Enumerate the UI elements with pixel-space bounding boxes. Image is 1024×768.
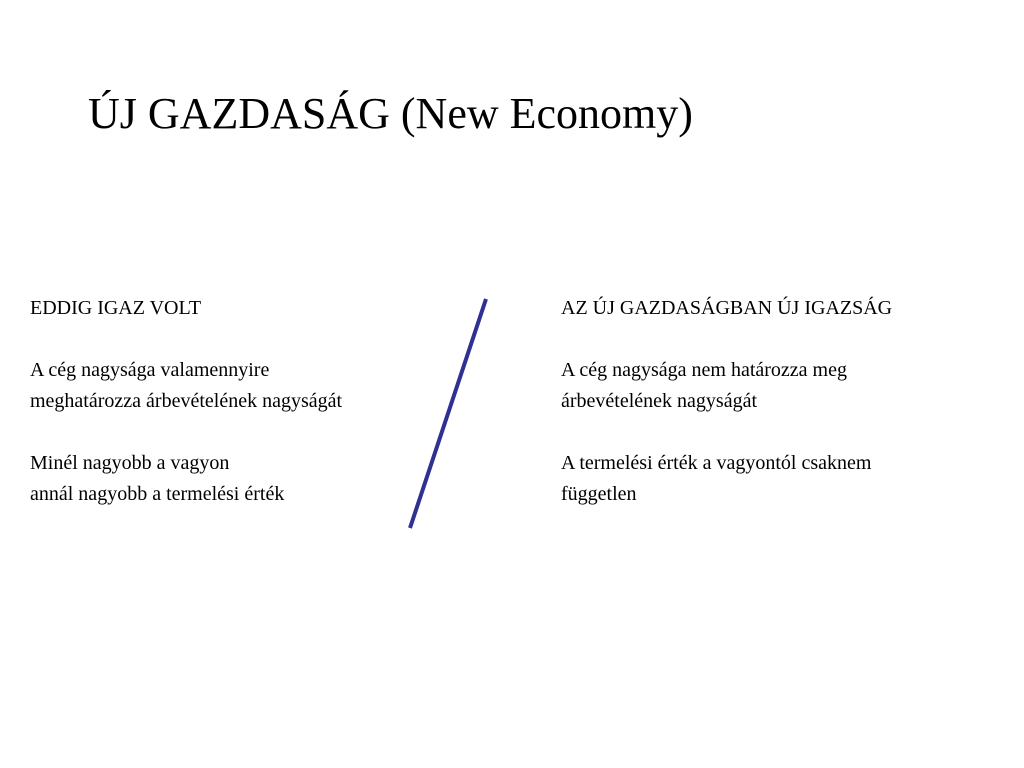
slide-title: ÚJ GAZDASÁG (New Economy) — [88, 89, 693, 138]
left-point-1-line-2: meghatározza árbevételének nagyságát — [30, 390, 343, 412]
left-heading: EDDIG IGAZ VOLT — [30, 297, 202, 319]
left-point-2 — [30, 448, 450, 510]
right-point-2-line-1: A termelési érték a vagyontól csaknem — [561, 452, 872, 474]
left-point-2-line-1: Minél nagyobb a vagyon — [30, 452, 230, 474]
right-column — [561, 293, 1011, 541]
right-point-1-line-2: árbevételének nagyságát — [561, 390, 758, 412]
left-point-2-line-2: annál nagyobb a termelési érték — [30, 483, 285, 505]
right-point-2 — [561, 448, 1011, 510]
right-point-1 — [561, 355, 1011, 417]
right-point-2-line-2: független — [561, 483, 637, 505]
right-heading: AZ ÚJ GAZDASÁGBAN ÚJ IGAZSÁG — [561, 297, 893, 319]
left-point-1-line-1: A cég nagysága valamennyire — [30, 359, 270, 381]
right-point-1-line-1: A cég nagysága nem határozza meg — [561, 359, 847, 381]
left-column — [30, 293, 450, 541]
left-point-1 — [30, 355, 450, 417]
